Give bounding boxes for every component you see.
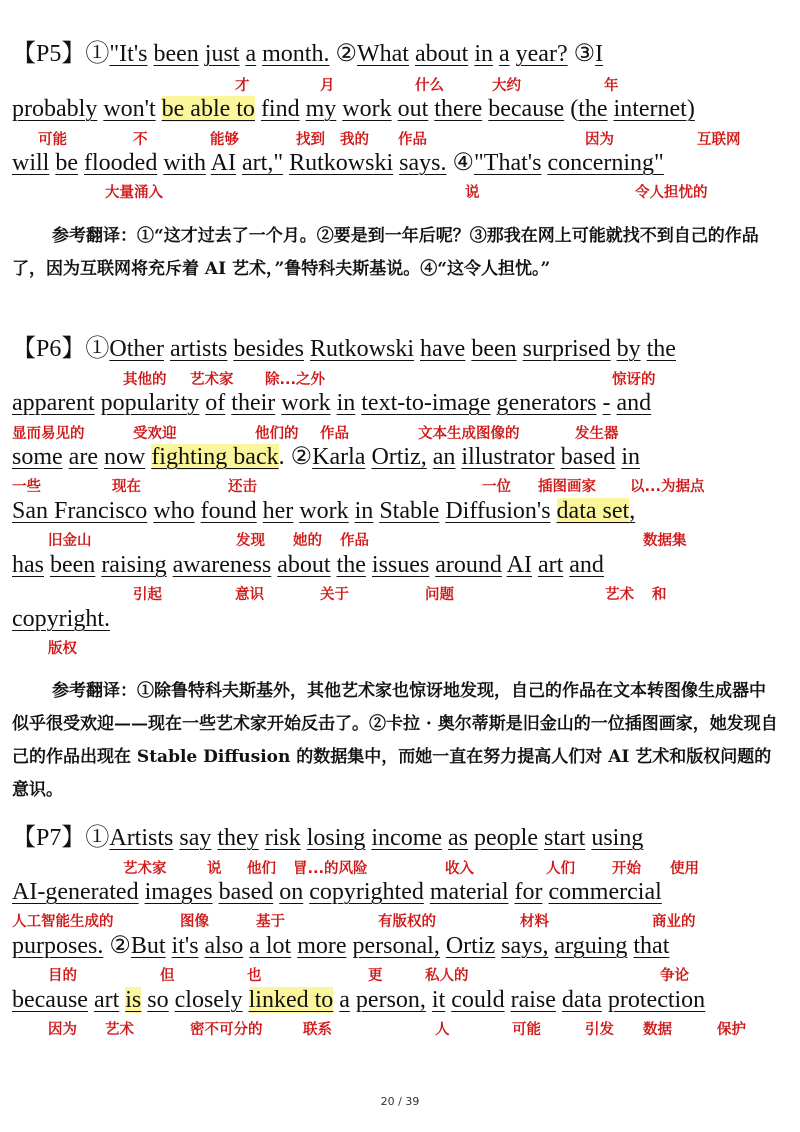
english-word: work <box>299 498 349 524</box>
english-word: more <box>297 933 347 959</box>
english-word: text-to-image <box>361 390 491 416</box>
english-word: besides <box>233 336 304 362</box>
gloss-annotation: 可能 <box>38 132 67 148</box>
english-word: risk <box>264 825 301 851</box>
english-separator: ( <box>564 96 579 122</box>
gloss-annotation: 数据集 <box>643 533 687 549</box>
gloss-annotation: 他们的 <box>255 426 299 442</box>
english-word: work <box>342 96 392 122</box>
english-word: a <box>498 41 510 67</box>
english-word: Rutkowski <box>310 336 415 362</box>
gloss-annotation: 大量涌入 <box>105 185 163 201</box>
english-line <box>12 824 643 852</box>
english-word: my <box>305 96 337 122</box>
gloss-annotation: 收入 <box>445 861 474 877</box>
english-word: popularity <box>100 390 200 416</box>
english-line <box>12 149 664 177</box>
english-word: artists <box>170 336 228 362</box>
gloss-annotation: 不 <box>133 132 148 148</box>
english-word: internet) <box>613 96 695 122</box>
english-word: copyrighted <box>309 879 424 905</box>
gloss-annotation: 版权 <box>48 641 77 657</box>
english-word: the <box>578 96 608 122</box>
gloss-annotation: 惊讶的 <box>612 372 656 388</box>
english-separator: . ② <box>278 444 313 470</box>
gloss-annotation: 可能 <box>512 1022 541 1038</box>
english-word: her <box>262 498 294 524</box>
english-word: by <box>616 336 641 362</box>
gloss-annotation: 说 <box>465 185 480 201</box>
english-separator: ③ <box>567 41 596 67</box>
english-word: Diffusion's <box>445 498 551 524</box>
english-word: based <box>218 879 274 905</box>
english-word: Artists <box>109 825 174 851</box>
gloss-annotation: 因为 <box>585 132 614 148</box>
translation-text: 参考翻译：①“这才过去了一个月。②要是到一年后呢？③那我在网上可能就找不到自己的作品了，因为互联网将充斥着 AI 艺术，”鲁特科夫斯基说。④“这令人担忧。” <box>12 226 759 279</box>
english-word: in <box>474 41 493 67</box>
gloss-annotation: 什么 <box>415 78 444 94</box>
english-word: work <box>281 390 331 416</box>
english-word: been <box>50 552 96 578</box>
gloss-annotation: 发生器 <box>575 426 619 442</box>
english-word: month. <box>262 41 330 67</box>
english-word: San Francisco <box>12 498 148 524</box>
english-line <box>12 95 695 123</box>
english-line <box>12 878 662 906</box>
english-word: are <box>68 444 98 470</box>
translation-text: 参考翻译：①除鲁特科夫斯基外，其他艺术家也惊讶地发现，自己的作品在文本转图像生成器中似乎很受欢迎——现在一些艺术家开始反击了。②卡拉 · 奥尔蒂斯是旧金山的一位插图画家，她发现自己的作品出现在 Stable Diffusion 的数据集中，而她一直在努力提高人们对 AI 艺术和版权问题的意识。 <box>12 681 778 800</box>
english-line <box>12 497 635 525</box>
english-word: of <box>205 390 226 416</box>
gloss-annotation: 冒...的风险 <box>293 861 368 877</box>
english-word: some <box>12 444 63 470</box>
english-word: a lot <box>249 933 292 959</box>
english-word: material <box>429 879 509 905</box>
gloss-annotation: 除...之外 <box>265 372 326 388</box>
english-word: the <box>336 552 366 578</box>
gloss-annotation: 争论 <box>660 968 689 984</box>
english-word: around <box>435 552 502 578</box>
gloss-annotation: 人工智能生成的 <box>12 914 114 930</box>
english-word: person, <box>355 987 426 1013</box>
english-word: But <box>130 933 166 959</box>
gloss-annotation: 其他的 <box>123 372 167 388</box>
gloss-annotation: 引发 <box>585 1022 614 1038</box>
gloss-annotation: 艺术家 <box>123 861 167 877</box>
english-separator <box>156 96 162 122</box>
gloss-annotation: 能够 <box>210 132 239 148</box>
english-word: Rutkowski <box>289 150 394 176</box>
gloss-annotation: 人 <box>435 1022 450 1038</box>
gloss-annotation: 但 <box>160 968 175 984</box>
reference-translation <box>12 220 782 286</box>
english-word: will <box>12 150 50 176</box>
english-word: with <box>163 150 206 176</box>
english-word: raise <box>510 987 556 1013</box>
gloss-annotation: 年 <box>604 78 619 94</box>
gloss-annotation: 令人担忧的 <box>635 185 708 201</box>
english-word: who <box>153 498 195 524</box>
english-word: also <box>204 933 244 959</box>
english-word: is <box>125 987 142 1013</box>
english-word: about <box>277 552 331 578</box>
gloss-annotation: 文本生成图像的 <box>418 426 520 442</box>
gloss-annotation: 材料 <box>520 914 549 930</box>
english-separator: ② <box>103 933 131 959</box>
english-word: now <box>103 444 146 470</box>
gloss-annotation: 数据 <box>643 1022 672 1038</box>
english-word: it <box>431 987 446 1013</box>
gloss-annotation: 更 <box>368 968 383 984</box>
english-word: apparent <box>12 390 95 416</box>
english-word: surprised <box>522 336 611 362</box>
english-word: data set <box>556 498 630 524</box>
english-word: losing <box>306 825 366 851</box>
english-separator: 【P6】① <box>12 336 110 362</box>
gloss-annotation: 显而易见的 <box>12 426 85 442</box>
english-word: because <box>488 96 565 122</box>
english-word: , <box>629 498 636 524</box>
gloss-annotation: 以...为据点 <box>630 479 705 495</box>
english-word: Ortiz <box>445 933 496 959</box>
gloss-annotation: 月 <box>320 78 335 94</box>
english-word: because <box>12 987 88 1013</box>
english-word: illustrator <box>461 444 555 470</box>
gloss-annotation: 作品 <box>320 426 349 442</box>
english-word: in <box>621 444 641 470</box>
gloss-annotation: 保护 <box>717 1022 746 1038</box>
gloss-annotation: 和 <box>652 587 667 603</box>
gloss-annotation: 她的 <box>293 533 322 549</box>
gloss-annotation: 现在 <box>112 479 141 495</box>
english-word: art," <box>242 150 284 176</box>
english-word: I <box>595 41 604 67</box>
english-word: the <box>646 336 676 362</box>
english-line <box>12 605 110 633</box>
gloss-annotation: 才 <box>235 78 250 94</box>
english-separator <box>243 987 249 1013</box>
english-word: "That's <box>473 150 542 176</box>
english-word: What <box>357 41 409 67</box>
gloss-annotation: 发现 <box>236 533 265 549</box>
english-word: protection <box>607 987 706 1013</box>
english-word: it's <box>171 933 199 959</box>
gloss-annotation: 也 <box>247 968 262 984</box>
english-word: that <box>633 933 670 959</box>
english-word: based <box>560 444 616 470</box>
english-word: linked to <box>248 987 334 1013</box>
english-line <box>12 389 651 417</box>
english-word: says, <box>501 933 549 959</box>
gloss-annotation: 大约 <box>492 78 521 94</box>
gloss-annotation: 图像 <box>180 914 209 930</box>
gloss-annotation: 联系 <box>303 1022 332 1038</box>
english-word: Ortiz, <box>371 444 427 470</box>
english-separator: 【P7】① <box>12 825 110 851</box>
gloss-annotation: 使用 <box>670 861 699 877</box>
gloss-annotation: 旧金山 <box>48 533 92 549</box>
english-word: in <box>354 498 374 524</box>
english-line <box>12 551 604 579</box>
english-word: art <box>537 552 564 578</box>
english-word: found <box>200 498 257 524</box>
gloss-annotation: 作品 <box>398 132 427 148</box>
english-word: income <box>371 825 443 851</box>
english-line <box>12 986 705 1014</box>
english-word: flooded <box>84 150 158 176</box>
english-word: Karla <box>312 444 366 470</box>
english-word: Stable <box>379 498 440 524</box>
english-word: a <box>245 41 257 67</box>
english-word: AI <box>506 552 532 578</box>
english-word: for <box>514 879 543 905</box>
english-separator: ② <box>329 41 357 67</box>
gloss-annotation: 开始 <box>612 861 641 877</box>
english-word: as <box>448 825 469 851</box>
gloss-annotation: 他们 <box>247 861 276 877</box>
gloss-annotation: 有版权的 <box>378 914 436 930</box>
english-separator: ④ <box>446 150 474 176</box>
gloss-annotation: 我的 <box>340 132 369 148</box>
english-word: an <box>432 444 456 470</box>
gloss-annotation: 一位 <box>482 479 511 495</box>
english-word: using <box>591 825 644 851</box>
english-word: won't <box>103 96 156 122</box>
english-word: data <box>561 987 602 1013</box>
english-word: they <box>217 825 259 851</box>
gloss-annotation: 关于 <box>320 587 349 603</box>
english-word: AI-generated <box>12 879 139 905</box>
english-separator <box>551 498 557 524</box>
gloss-annotation: 插图画家 <box>538 479 596 495</box>
gloss-annotation: 基于 <box>256 914 285 930</box>
english-word: Other <box>109 336 165 362</box>
english-word: have <box>420 336 466 362</box>
gloss-annotation: 说 <box>207 861 222 877</box>
english-word: start <box>544 825 586 851</box>
gloss-annotation: 艺术 <box>105 1022 134 1038</box>
english-word: been <box>471 336 517 362</box>
english-line <box>12 40 603 68</box>
gloss-annotation: 受欢迎 <box>133 426 177 442</box>
english-word: just <box>204 41 240 67</box>
english-word: copyright. <box>12 606 110 632</box>
gloss-annotation: 问题 <box>425 587 454 603</box>
gloss-annotation: 私人的 <box>425 968 469 984</box>
gloss-annotation: 作品 <box>340 533 369 549</box>
page-number: 20 / 39 <box>380 1095 420 1108</box>
gloss-annotation: 密不可分的 <box>190 1022 263 1038</box>
gloss-annotation: 还击 <box>228 479 257 495</box>
english-separator: 【P5】① <box>12 41 110 67</box>
english-word: people <box>474 825 539 851</box>
english-word: and <box>616 390 652 416</box>
gloss-annotation: 人们 <box>546 861 575 877</box>
english-word: images <box>144 879 213 905</box>
english-word: there <box>434 96 483 122</box>
english-word: concerning" <box>547 150 664 176</box>
english-word: so <box>147 987 169 1013</box>
english-word: about <box>414 41 469 67</box>
gloss-annotation: 商业的 <box>652 914 696 930</box>
gloss-annotation: 因为 <box>48 1022 77 1038</box>
reference-translation <box>12 675 782 807</box>
gloss-annotation: 找到 <box>296 132 325 148</box>
gloss-annotation: 艺术 <box>605 587 634 603</box>
gloss-annotation: 艺术家 <box>190 372 234 388</box>
english-line <box>12 443 640 471</box>
english-word: on <box>279 879 304 905</box>
english-word: has <box>12 552 44 578</box>
english-word: closely <box>174 987 243 1013</box>
gloss-annotation: 一些 <box>12 479 41 495</box>
english-word: - <box>602 390 611 416</box>
english-word: fighting back <box>151 444 279 470</box>
english-word: personal, <box>352 933 440 959</box>
english-word: commercial <box>548 879 662 905</box>
gloss-annotation: 引起 <box>133 587 162 603</box>
english-word: purposes. <box>12 933 104 959</box>
english-word: their <box>231 390 276 416</box>
english-word: AI <box>210 150 236 176</box>
gloss-annotation: 意识 <box>235 587 264 603</box>
english-line <box>12 932 669 960</box>
english-word: arguing <box>554 933 628 959</box>
english-word: and <box>569 552 604 578</box>
english-word: says. <box>399 150 447 176</box>
gloss-annotation: 目的 <box>48 968 77 984</box>
english-word: year? <box>515 41 568 67</box>
english-word: generators <box>496 390 597 416</box>
english-word: awareness <box>172 552 272 578</box>
english-word: "It's <box>109 41 148 67</box>
english-word: say <box>179 825 212 851</box>
english-word: be able to <box>161 96 255 122</box>
english-word: be <box>55 150 78 176</box>
english-word: out <box>397 96 429 122</box>
english-word: find <box>260 96 300 122</box>
english-word: been <box>153 41 199 67</box>
english-word: probably <box>12 96 98 122</box>
english-line <box>12 335 676 363</box>
english-word: issues <box>371 552 430 578</box>
gloss-annotation: 互联网 <box>697 132 741 148</box>
english-word: a <box>339 987 350 1013</box>
english-word: raising <box>101 552 167 578</box>
english-word: could <box>451 987 505 1013</box>
english-word: art <box>93 987 120 1013</box>
english-word: in <box>336 390 356 416</box>
